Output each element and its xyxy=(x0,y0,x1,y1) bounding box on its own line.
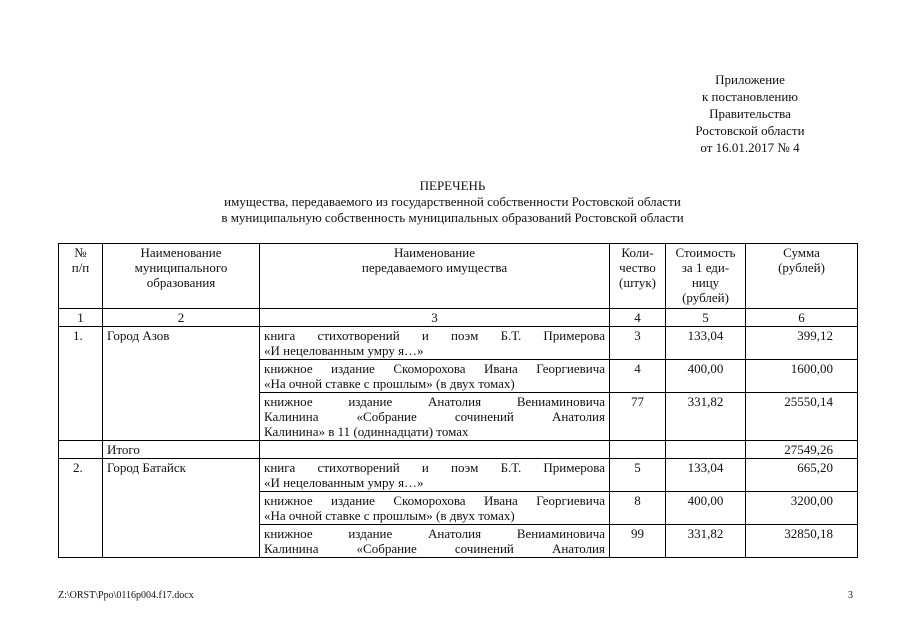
sum: 665,20 xyxy=(746,459,858,492)
unit-price: 400,00 xyxy=(666,360,746,393)
header-municipality: Наименование муниципального образования xyxy=(103,244,260,309)
header-price: Стоимость за 1 еди- ницу (рублей) xyxy=(666,244,746,309)
column-number: 3 xyxy=(260,309,610,327)
total-label: Итого xyxy=(103,441,260,459)
total-empty-cell xyxy=(610,441,666,459)
sum: 3200,00 xyxy=(746,492,858,525)
table-row xyxy=(59,327,858,360)
unit-price: 400,00 xyxy=(666,492,746,525)
row-number: 1. xyxy=(59,327,103,441)
property-name: книжное издание Скоморохова Ивана Георгиевича «На очной ставке с прошлым» (в двух томах) xyxy=(260,360,610,393)
appendix-block xyxy=(640,71,860,156)
total-num-cell xyxy=(59,441,103,459)
header-qty: Коли- чество (штук) xyxy=(610,244,666,309)
appendix-line: Правительства xyxy=(709,106,791,121)
quantity: 3 xyxy=(610,327,666,360)
appendix-line: Приложение xyxy=(715,72,785,87)
column-number: 2 xyxy=(103,309,260,327)
unit-price: 133,04 xyxy=(666,327,746,360)
total-empty-cell xyxy=(260,441,610,459)
municipality-name: Город Батайск xyxy=(103,459,260,558)
quantity: 99 xyxy=(610,525,666,558)
file-path: Z:\ORST\Ppo\0116p004.f17.docx xyxy=(58,590,194,601)
sum: 399,12 xyxy=(746,327,858,360)
unit-price: 133,04 xyxy=(666,459,746,492)
appendix-line: от 16.01.2017 № 4 xyxy=(700,140,800,155)
property-name: книжное издание Анатолия Вениаминовича Калинина «Собрание сочинений Анатолия Калинина» в 11 (одиннадцати) томах xyxy=(260,393,610,441)
total-sum: 27549,26 xyxy=(746,441,858,459)
header-num: № п/п xyxy=(59,244,103,309)
header-sum: Сумма (рублей) xyxy=(746,244,858,309)
quantity: 8 xyxy=(610,492,666,525)
table-header-row xyxy=(59,244,858,309)
title-line: в муниципальную собственность муниципальных образований Ростовской области xyxy=(221,210,684,225)
header-property: Наименование передаваемого имущества xyxy=(260,244,610,309)
municipality-name: Город Азов xyxy=(103,327,260,441)
unit-price: 331,82 xyxy=(666,393,746,441)
property-table xyxy=(58,243,858,558)
quantity: 4 xyxy=(610,360,666,393)
quantity: 5 xyxy=(610,459,666,492)
table-row xyxy=(59,459,858,492)
appendix-line: Ростовской области xyxy=(695,123,805,138)
quantity: 77 xyxy=(610,393,666,441)
sum: 1600,00 xyxy=(746,360,858,393)
row-number: 2. xyxy=(59,459,103,558)
sum: 25550,14 xyxy=(746,393,858,441)
column-number: 5 xyxy=(666,309,746,327)
column-number: 4 xyxy=(610,309,666,327)
sum: 32850,18 xyxy=(746,525,858,558)
title-line: имущества, передаваемого из государственной собственности Ростовской области xyxy=(224,194,681,209)
total-row xyxy=(59,441,858,459)
property-name: книжное издание Скоморохова Ивана Георгиевича «На очной ставке с прошлым» (в двух томах) xyxy=(260,492,610,525)
column-number: 1 xyxy=(59,309,103,327)
total-empty-cell xyxy=(666,441,746,459)
unit-price: 331,82 xyxy=(666,525,746,558)
property-name: книга стихотворений и поэм Б.Т. Примерова «И нецелованным умру я…» xyxy=(260,459,610,492)
property-name: книга стихотворений и поэм Б.Т. Примерова «И нецелованным умру я…» xyxy=(260,327,610,360)
document-title xyxy=(0,178,905,226)
page-number: 3 xyxy=(848,590,853,601)
title-heading: ПЕРЕЧЕНЬ xyxy=(419,178,486,193)
property-name: книжное издание Анатолия Вениаминовича Калинина «Собрание сочинений Анатолия xyxy=(260,525,610,558)
column-number-row xyxy=(59,309,858,327)
appendix-line: к постановлению xyxy=(701,89,799,104)
column-number: 6 xyxy=(746,309,858,327)
